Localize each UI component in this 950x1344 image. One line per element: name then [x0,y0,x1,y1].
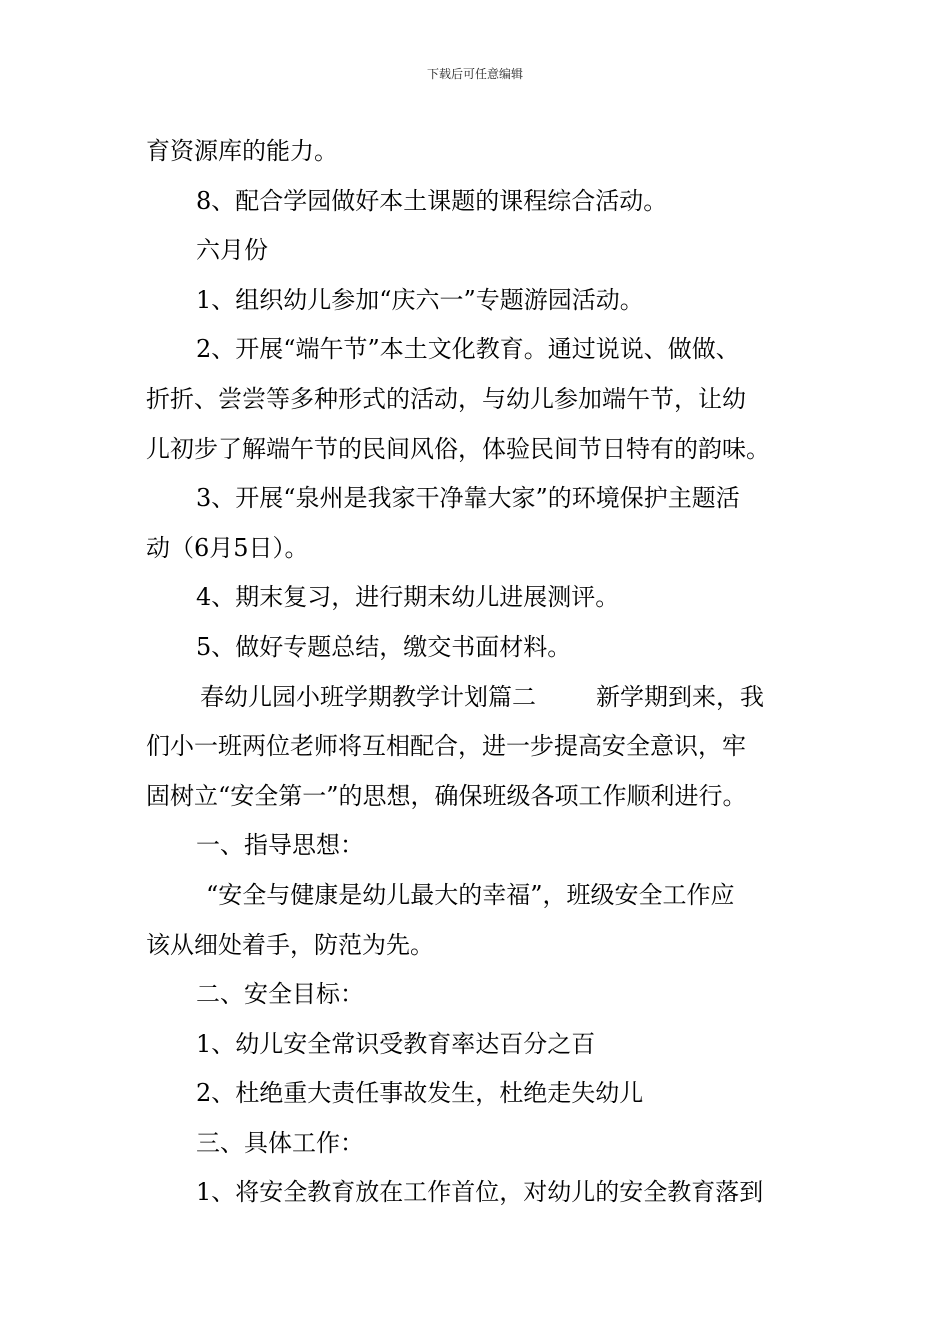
paragraph-line: 折折、尝尝等多种形式的活动，与幼儿参加端午节，让幼 [146,384,746,413]
page-header: 下载后可任意编辑 [426,67,523,81]
list-item-3: 3、开展“泉州是我家干净靠大家”的环境保护主题活 [196,484,740,513]
list-item-5: 5、做好专题总结，缴交书面材料。 [196,632,572,661]
goal-item-2: 2、杜绝重大责任事故发生，杜绝走失幼儿 [196,1079,644,1108]
paragraph-line: 儿初步了解端午节的民间风俗，体验民间节日特有的韵味。 [146,434,770,463]
section-title: 春幼儿园小班学期教学计划篇二 [200,682,536,711]
section-intro-line [146,673,811,723]
heading-specific-work: 三、具体工作： [196,1128,364,1157]
paragraph-line: 固树立“安全第一”的思想，确保班级各项工作顺利进行。 [146,781,747,810]
paragraph-line: “安全与健康是幼儿最大的幸福”，班级安全工作应 [206,880,735,909]
intro-text: 新学期到来，我 [596,682,764,711]
month-heading: 六月份 [196,236,268,265]
paragraph-line: 该从细处着手，防范为先。 [146,930,434,959]
heading-safety-goals: 二、安全目标： [196,980,364,1009]
list-item-4: 4、期末复习，进行期末幼儿进展测评。 [196,583,620,612]
list-item-8: 8、配合学园做好本土课题的课程综合活动。 [196,186,668,215]
heading-guiding-thought: 一、指导思想： [196,831,364,860]
list-item-2: 2、开展“端午节”本土文化教育。通过说说、做做、 [196,335,740,364]
document-body [146,127,811,1218]
paragraph-line: 动（6月5日）。 [146,533,309,562]
work-item-1: 1、将安全教育放在工作首位，对幼儿的安全教育落到 [196,1178,764,1207]
list-item-1: 1、组织幼儿参加“庆六一”专题游园活动。 [196,285,644,314]
paragraph-line: 们小一班两位老师将互相配合，进一步提高安全意识，牢 [146,732,746,761]
paragraph-line: 育资源库的能力。 [146,137,338,165]
goal-item-1: 1、幼儿安全常识受教育率达百分之百 [196,1029,596,1058]
